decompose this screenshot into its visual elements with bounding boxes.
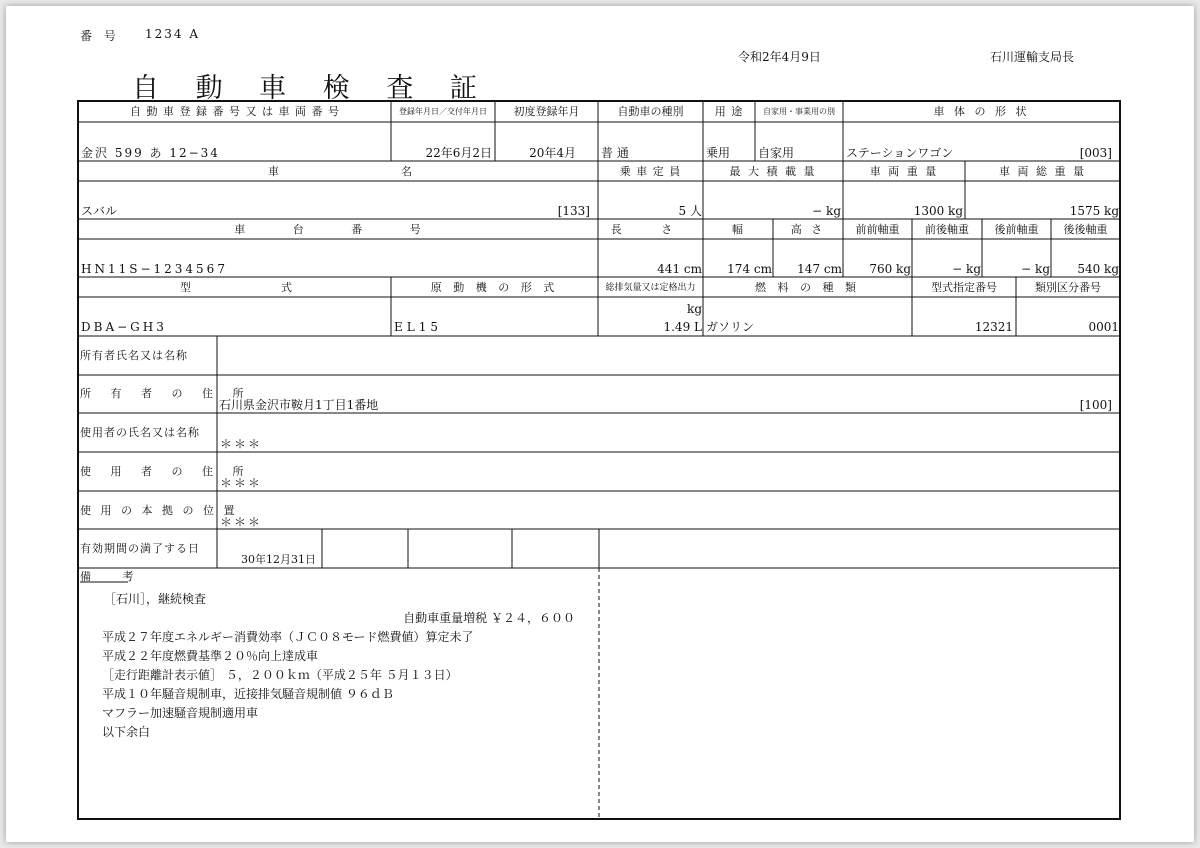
front-front-axle-header: 前前軸重 <box>855 223 900 236</box>
gross-weight-value: 1575 kg <box>1069 204 1119 218</box>
body-shape-header: 車 体 の 形 状 <box>933 105 1030 118</box>
vehicle-name-code: [133] <box>557 204 590 218</box>
vehicle-weight-value: 1300 kg <box>913 204 963 218</box>
issuer-name: 石川運輸支局長 <box>990 50 1075 64</box>
displacement-unit: kg <box>687 302 702 316</box>
registration-date-value: 22年6月2日 <box>425 146 492 160</box>
owner-address-code: [100] <box>1079 398 1112 412</box>
registration-number-value: 金沢 599 あ 12−34 <box>81 146 220 160</box>
length-value: 441 cm <box>657 262 702 276</box>
base-location-value: ＊＊＊ <box>220 515 263 529</box>
fuel-type-value: ガソリン <box>706 320 755 334</box>
issue-date: 令和2年4月9日 <box>738 50 821 64</box>
height-value: 147 cm <box>797 262 842 276</box>
remarks-label: 備 考 <box>80 570 148 583</box>
rear-rear-axle-value: 540 kg <box>1077 262 1119 276</box>
body-shape-code: [003] <box>1079 146 1112 160</box>
length-header: 長 さ <box>610 223 691 236</box>
certificate-number: 1234 A <box>145 27 201 41</box>
type-designation-value: 12321 <box>974 320 1013 334</box>
chassis-number-header: 車 台 番 号 <box>234 223 443 236</box>
vehicle-kind-value: 普 通 <box>601 146 629 160</box>
vehicle-name-value: スバル <box>81 204 118 218</box>
user-name-value: ＊＊＊ <box>220 437 263 451</box>
vehicle-name-header-2: 名 <box>401 165 413 178</box>
expiry-date-value: 30年12月31日 <box>241 553 316 566</box>
registration-date-header: 登録年月日／交付年月日 <box>399 107 487 116</box>
rear-rear-axle-header: 後後軸重 <box>1063 223 1108 236</box>
remarks-line-8: 以下余白 <box>102 725 151 739</box>
engine-type-value: EL15 <box>394 320 442 334</box>
height-header: 高 さ <box>790 223 826 236</box>
registration-number-header: 自 動 車 登 録 番 号 又 は 車 両 番 号 <box>130 105 340 118</box>
fuel-type-header: 燃 料 の 種 類 <box>755 281 860 294</box>
displacement-value: 1.49 L <box>663 320 702 334</box>
certificate-number-label: 番 号 <box>80 29 120 43</box>
document-title: 自 動 車 検 査 証 <box>132 73 491 104</box>
use-value: 乗用 <box>706 146 731 160</box>
private-business-header: 自家用・事業用の別 <box>763 107 835 116</box>
user-address-value: ＊＊＊ <box>220 476 263 490</box>
remarks-line-1: ［石川］，継続検査 <box>104 592 207 606</box>
remarks-line-4: 平成２２年度燃費基準２０％向上達成車 <box>102 649 319 663</box>
remarks-line-7: マフラー加速騒音規制適用車 <box>102 706 259 720</box>
remarks-line-6: 平成１０年騒音規制車，近接排気騒音規制値 ９６ｄＢ <box>102 687 394 701</box>
expiry-label: 有効期間の満了する日 <box>80 542 200 555</box>
remarks-line-5: ［走行距離計表示値］ ５，２００ｋｍ（平成２５年 ５月１３日） <box>102 668 458 682</box>
type-designation-header: 型式指定番号 <box>931 281 997 294</box>
owner-name-label: 所有者氏名又は名称 <box>80 349 188 362</box>
vehicle-weight-header: 車 両 重 量 <box>869 165 939 178</box>
class-number-header: 類別区分番号 <box>1035 281 1101 294</box>
first-registration-header: 初度登録年月 <box>513 105 580 118</box>
model-value: DBA−GH3 <box>81 320 167 334</box>
model-header-1: 型 <box>180 281 192 294</box>
remarks-line-2: 自動車重量増税 ￥２４，６００ <box>403 611 575 625</box>
remarks-line-3: 平成２７年度エネルギー消費効率（ＪＣ０８モード燃費値）算定未了 <box>102 630 474 644</box>
width-header: 幅 <box>732 223 744 236</box>
class-number-value: 0001 <box>1088 320 1119 334</box>
max-load-header: 最 大 積 載 量 <box>729 165 817 178</box>
capacity-value: 5 人 <box>678 204 702 218</box>
max-load-value: − kg <box>812 204 841 218</box>
capacity-header: 乗 車 定 員 <box>619 165 682 178</box>
body-shape-value: ステーションワゴン <box>846 146 954 160</box>
front-rear-axle-header: 前後軸重 <box>925 223 969 236</box>
private-business-value: 自家用 <box>758 146 795 160</box>
displacement-header: 総排気量又は定格出力 <box>605 283 696 293</box>
user-address-label: 使 用 者 の 住 所 <box>80 465 252 478</box>
use-header: 用 途 <box>714 105 744 118</box>
gross-weight-header: 車 両 総 重 量 <box>999 165 1086 178</box>
front-front-axle-value: 760 kg <box>869 262 911 276</box>
rear-front-axle-value: − kg <box>1021 262 1050 276</box>
user-name-label: 使用者の氏名又は名称 <box>80 426 200 439</box>
width-value: 174 cm <box>727 262 772 276</box>
first-registration-value: 20年4月 <box>529 146 576 160</box>
front-rear-axle-value: − kg <box>952 262 981 276</box>
chassis-number-value: HN11S−1234567 <box>81 262 228 276</box>
base-location-label: 使 用 の 本 拠 の 位 置 <box>80 504 238 517</box>
owner-address-label: 所 有 者 の 住 所 <box>80 387 252 400</box>
engine-type-header: 原 動 機 の 形 式 <box>430 281 559 294</box>
owner-address-value: 石川県金沢市鞍月1丁目1番地 <box>219 398 379 412</box>
vehicle-kind-header: 自動車の種別 <box>617 105 684 118</box>
rear-front-axle-header: 後前軸重 <box>994 223 1039 236</box>
vehicle-name-header-1: 車 <box>268 165 280 178</box>
model-header-2: 式 <box>281 281 293 294</box>
